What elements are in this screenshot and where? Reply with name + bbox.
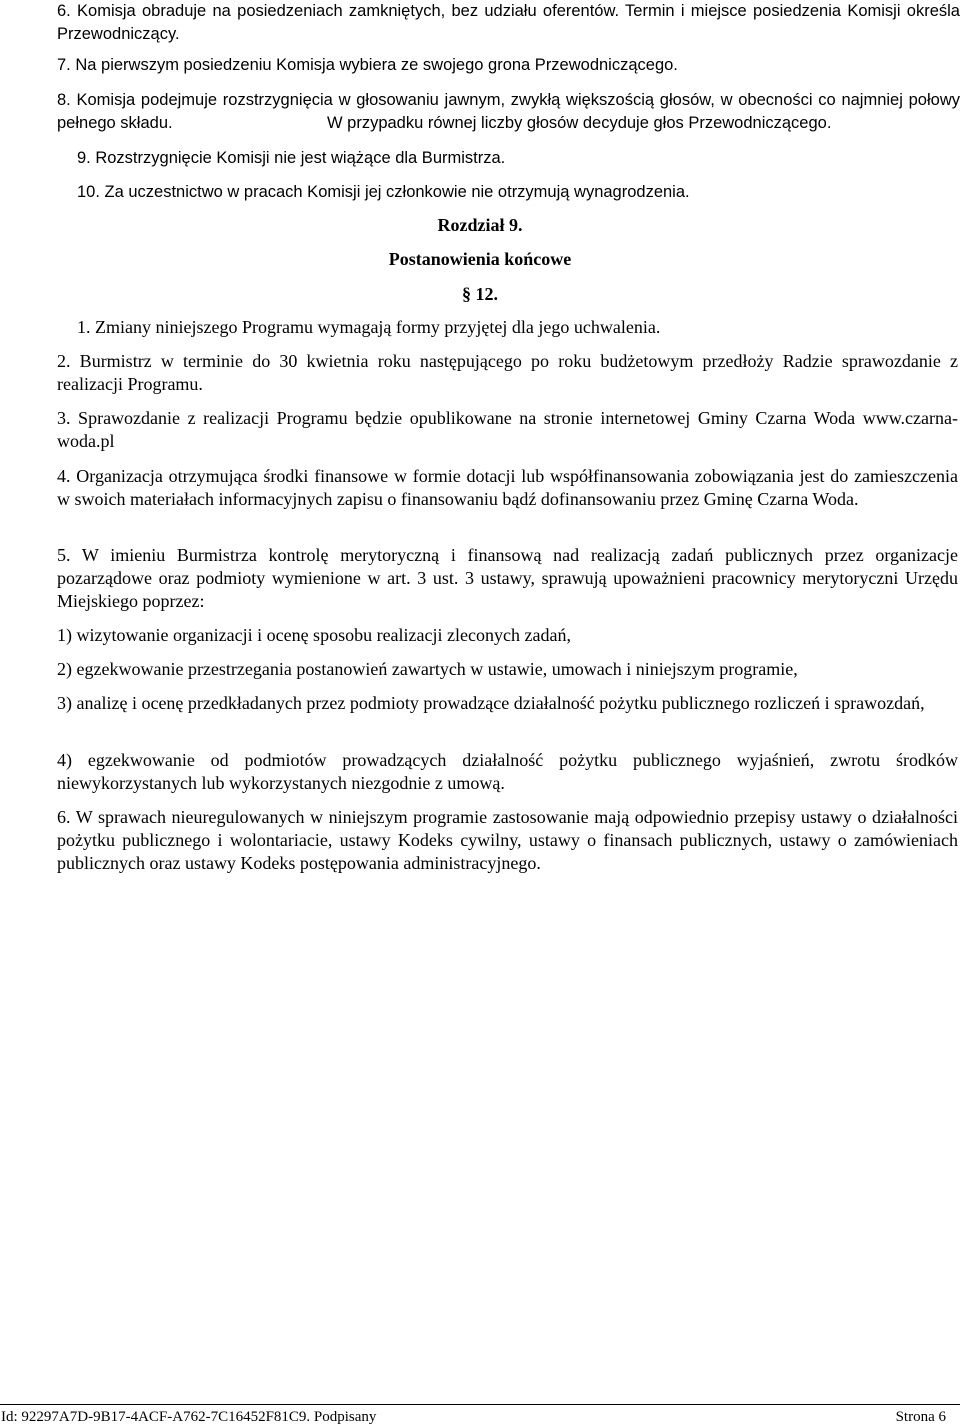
- section-paragraph-9: 9. Rozstrzygnięcie Komisji nie jest wiążące dla Burmistrza.: [77, 149, 506, 167]
- section-paragraph-10: 10. Za uczestnictwo w pracach Komisji jej członkowie nie otrzymują wynagrodzenia.: [77, 183, 690, 201]
- footer-page-number: Strona 6: [895, 1409, 946, 1425]
- section-paragraph-8-tie-rule: W przypadku równej liczby głosów decyduje głos Przewodniczącego.: [327, 114, 832, 132]
- list-item-1: 1) wizytowanie organizacji i ocenę sposobu realizacji zleconych zadań,: [57, 625, 571, 645]
- paragraph-mark: § 12.: [462, 284, 498, 304]
- footer-divider: [0, 1404, 960, 1405]
- list-item-4: 4) egzekwowanie od podmiotów prowadzących działalność pożytku publicznego wyjaśnień, zwrotu środków niewykorzystanych lub wykorzystanych niezgodnie z umową.: [57, 750, 958, 793]
- provision-6: 6. W sprawach nieuregulowanych w niniejszym programie zastosowanie mają odpowiednio przepisy ustawy o działalności pożytku publicznego i wolontariacie, ustawy Kodeks cywilny, ustawy o finansach publicznych, ustawy o zamówieniach publicznych oraz ustawy Kodeks postępowania administracyjnego.: [57, 807, 958, 873]
- chapter-title: Postanowienia końcowe: [388, 249, 572, 269]
- provision-2: 2. Burmistrz w terminie do 30 kwietnia roku następującego po roku budżetowym przedłoży Radzie sprawozdanie z realizacji Programu.: [57, 351, 958, 394]
- list-item-2: 2) egzekwowanie przestrzegania postanowień zawartych w ustawie, umowach i niniejszym programie,: [57, 659, 798, 679]
- provision-4: 4. Organizacja otrzymująca środki finansowe w formie dotacji lub współfinansowania zobowiązania jest do zamieszczenia w swoich materiałach informacyjnych zapisu o finansowaniu bądź dofinansowaniu przez Gminę Czarna Woda.: [57, 466, 958, 509]
- chapter-number: Rozdział 9.: [437, 215, 523, 235]
- section-paragraph-6: 6. Komisja obraduje na posiedzeniach zamkniętych, bez udziału oferentów. Termin i miejsce posiedzenia Komisji określa Przewodniczący.: [57, 2, 960, 43]
- provision-1: 1. Zmiany niniejszego Programu wymagają formy przyjętej dla jego uchwalenia.: [77, 317, 661, 337]
- section-paragraph-7: 7. Na pierwszym posiedzeniu Komisja wybiera ze swojego grona Przewodniczącego.: [57, 56, 678, 74]
- footer-document-id: Id: 92297A7D-9B17-4ACF-A762-7C16452F81C9. Podpisany: [1, 1409, 377, 1425]
- list-item-3: 3) analizę i ocenę przedkładanych przez podmioty prowadzące działalność pożytku publicznego rozliczeń i sprawozdań,: [57, 693, 925, 713]
- provision-5: 5. W imieniu Burmistrza kontrolę merytoryczną i finansową nad realizacją zadań publicznych przez organizacje pozarządowe oraz podmioty wymienione w art. 3 ust. 3 ustawy, sprawują upoważnieni pracownicy merytoryczni Urzędu Miejskiego poprzez:: [57, 545, 958, 611]
- provision-3: 3. Sprawozdanie z realizacji Programu będzie opublikowane na stronie internetowej Gminy Czarna Woda www.czarna-woda.pl: [57, 408, 958, 451]
- section-paragraph-8: 8. Komisja podejmuje rozstrzygnięcia w głosowaniu jawnym, zwykłą większością głosów, w obecności co najmniej połowy pełnego składu.: [57, 91, 960, 132]
